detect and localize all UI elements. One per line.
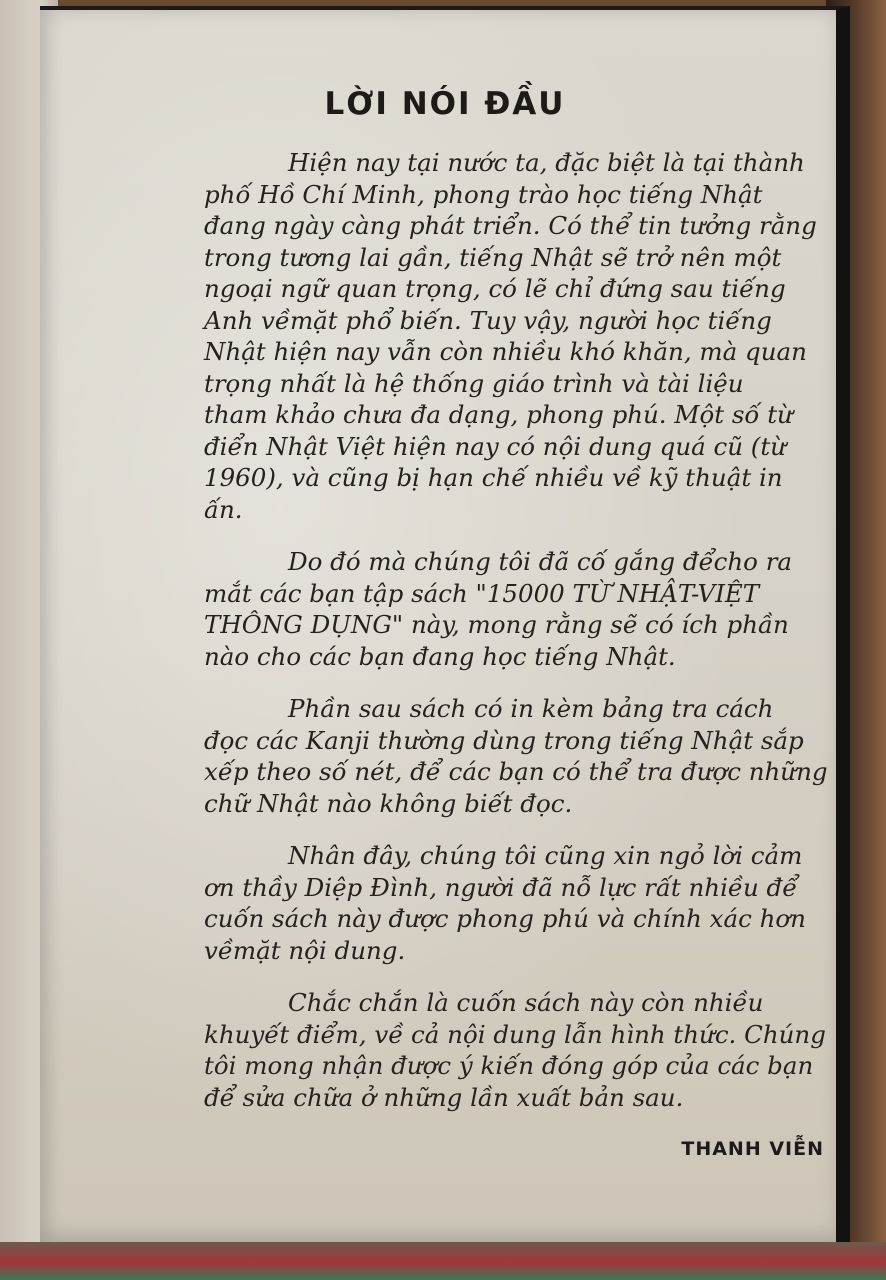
text-line: vềmặt nội dung. [204,935,406,965]
text-line: Nhật hiện nay vẫn còn nhiều khó khăn, mà quan [204,337,807,366]
text-line: Chắc chắn là cuốn sách này còn nhiều [288,988,764,1017]
text-line: cuốn sách này được phong phú và chính xác hơn [204,904,806,933]
book-page [40,6,850,1242]
paragraph [122,147,838,525]
text-line: chữ Nhật nào không biết đọc. [204,788,573,818]
text-line: Hiện nay tại nước ta, đặc biệt là tại thành [288,148,805,177]
text-line: đọc các Kanji thường dùng trong tiếng Nhật sắp [204,725,804,755]
text-line: đang ngày càng phát triển. Có thể tin tưởng rằng [204,211,817,240]
text-line: Do đó mà chúng tôi đã cố gắng đểcho ra [288,547,793,576]
text-line: ấn. [204,494,243,524]
text-line: ngoại ngữ quan trọng, có lẽ chỉ đứng sau tiếng [204,274,786,303]
paragraph [122,987,838,1113]
text-line: nào cho các bạn đang học tiếng Nhật. [204,641,676,671]
text-line: Nhân đây, chúng tôi cũng xin ngỏ lời cảm [288,841,803,870]
text-line: tôi mong nhận được ý kiến đóng góp của các bạn [204,1051,814,1080]
text-line: mắt các bạn tập sách "15000 TỪ NHẬT-VIỆT [204,578,760,608]
book-cover-edge [0,1242,886,1280]
text-line: trong tương lai gần, tiếng Nhật sẽ trở nên một [204,242,782,272]
text-line: phố Hồ Chí Minh, phong trào học tiếng Nhật [204,179,763,209]
text-line: Phần sau sách có in kèm bảng tra cách [288,694,774,723]
text-line: xếp theo số nét, để các bạn có thể tra được những [204,757,828,786]
text-line: tham khảo chưa đa dạng, phong phú. Một số từ [204,400,793,429]
text-line: ơn thầy Diệp Đình, người đã nỗ lực rất nhiều để [204,872,798,902]
text-line: trọng nhất là hệ thống giáo trình và tài liệu [204,368,744,398]
text-line: để sửa chữa ở những lần xuất bản sau. [204,1082,684,1112]
paragraph [122,693,838,819]
text-line: khuyết điểm, về cả nội dung lẫn hình thức. Chúng [204,1019,826,1049]
text-line: 1960), và cũng bị hạn chế nhiều về kỹ thuật in [204,463,783,492]
text-line: Anh vềmặt phổ biến. Tuy vậy, người học tiếng [204,305,772,335]
paragraph [122,546,838,672]
paragraph [122,840,838,966]
page-title: LỜI NÓI ĐẦU [324,86,566,122]
author-signature: THANH VIỄN [681,1138,824,1160]
preface-body [122,147,838,1134]
text-line: THÔNG DỤNG" này, mong rằng sẽ có ích phần [204,610,789,639]
text-line: điển Nhật Việt hiện nay có nội dung quá cũ (từ [204,431,786,461]
